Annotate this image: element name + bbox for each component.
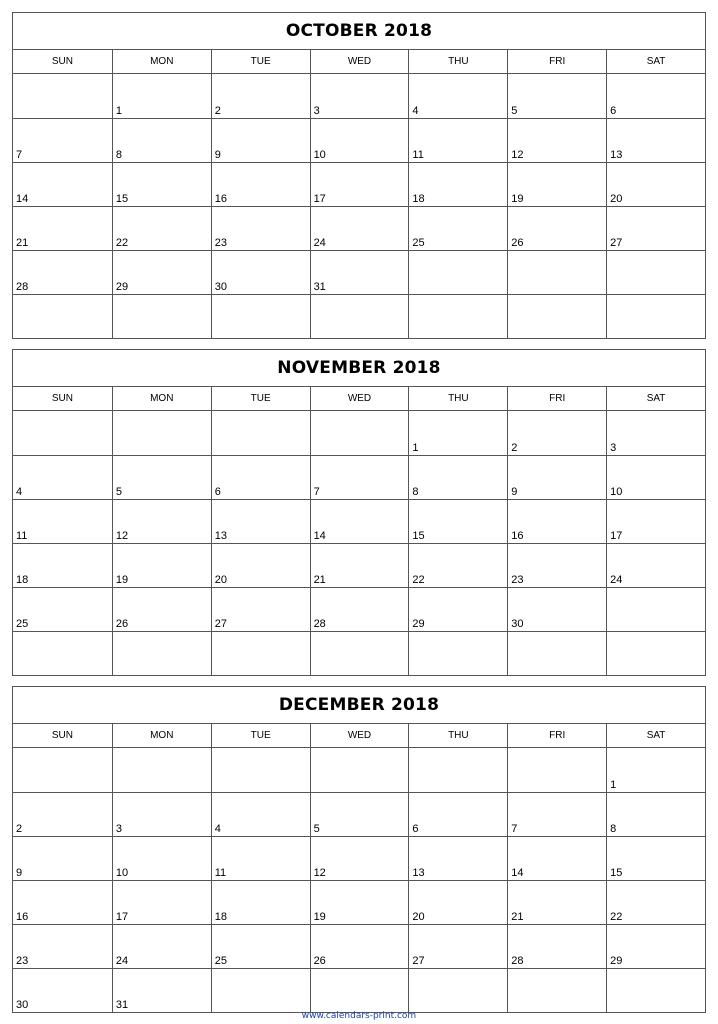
- day-number: 5: [313, 823, 320, 835]
- day-number: 8: [115, 149, 122, 161]
- day-cell: [112, 924, 211, 968]
- day-cell: [112, 206, 211, 250]
- day-number: 14: [16, 193, 29, 205]
- day-number: 11: [16, 530, 28, 542]
- website-link[interactable]: www.calendars-print.com: [301, 1011, 417, 1021]
- day-cell: [211, 294, 310, 338]
- day-number: 16: [511, 530, 524, 542]
- day-cell: [112, 118, 211, 162]
- day-cell: [310, 294, 409, 338]
- day-cell: [310, 880, 409, 924]
- day-cell: [310, 587, 409, 631]
- day-number: 28: [16, 281, 29, 293]
- day-cell: [310, 968, 409, 1012]
- day-cell: [408, 411, 507, 455]
- day-cell: [13, 74, 112, 118]
- day-number: 4: [16, 486, 23, 498]
- day-cell: [112, 74, 211, 118]
- day-cell: [211, 880, 310, 924]
- day-number: 30: [511, 618, 524, 630]
- day-number: 26: [511, 237, 524, 249]
- day-cell: [112, 968, 211, 1012]
- weekday-label: MON: [112, 50, 211, 73]
- day-number: 23: [214, 237, 227, 249]
- day-cell: [507, 250, 606, 294]
- day-number: 9: [16, 867, 23, 879]
- day-number: 4: [412, 105, 419, 117]
- day-cell: [606, 118, 705, 162]
- day-number: 22: [412, 574, 425, 586]
- day-number: 23: [511, 574, 524, 586]
- month-title: OCTOBER 2018: [13, 13, 705, 50]
- day-number: 25: [214, 955, 227, 967]
- day-cell: [211, 162, 310, 206]
- day-number: 29: [115, 281, 129, 293]
- day-cell: [507, 543, 606, 587]
- day-number: 7: [313, 486, 320, 498]
- day-number: 9: [511, 486, 518, 498]
- day-number: 28: [313, 618, 326, 630]
- day-cell: [13, 587, 112, 631]
- weekday-label: MON: [112, 724, 211, 747]
- weekday-header-row: [13, 387, 705, 411]
- day-cell: [13, 455, 112, 499]
- day-cell: [310, 411, 409, 455]
- day-number: 30: [16, 999, 29, 1011]
- date-grid: [13, 748, 705, 1012]
- month-calendar-december: [12, 686, 706, 1013]
- weekday-header-row: [13, 724, 705, 748]
- day-cell: [13, 162, 112, 206]
- day-number: 12: [511, 149, 524, 161]
- day-cell: [112, 250, 211, 294]
- day-number: 31: [115, 999, 129, 1011]
- day-cell: [310, 748, 409, 792]
- day-number: 30: [214, 281, 227, 293]
- day-cell: [211, 455, 310, 499]
- day-number: 14: [511, 867, 524, 879]
- day-cell: [408, 206, 507, 250]
- weekday-label: FRI: [507, 724, 606, 747]
- day-number: 8: [610, 823, 617, 835]
- day-number: 17: [313, 193, 326, 205]
- day-cell: [606, 587, 705, 631]
- day-number: 26: [115, 618, 129, 630]
- weekday-label: THU: [408, 387, 507, 410]
- day-cell: [13, 294, 112, 338]
- day-cell: [211, 118, 310, 162]
- day-number: 12: [115, 530, 129, 542]
- day-number: 15: [412, 530, 425, 542]
- day-cell: [408, 631, 507, 675]
- day-cell: [507, 836, 606, 880]
- day-cell: [310, 250, 409, 294]
- day-cell: [112, 587, 211, 631]
- day-number: 10: [610, 486, 623, 498]
- month-title: NOVEMBER 2018: [13, 350, 705, 387]
- day-cell: [112, 836, 211, 880]
- day-number: 13: [214, 530, 227, 542]
- day-cell: [507, 924, 606, 968]
- day-number: 1: [412, 442, 419, 454]
- day-number: 18: [412, 193, 425, 205]
- day-cell: [408, 924, 507, 968]
- day-cell: [606, 294, 705, 338]
- weekday-label: SAT: [606, 50, 705, 73]
- day-cell: [13, 411, 112, 455]
- day-number: 13: [610, 149, 623, 161]
- day-cell: [606, 748, 705, 792]
- day-cell: [507, 792, 606, 836]
- day-cell: [606, 162, 705, 206]
- day-number: 13: [412, 867, 425, 879]
- day-number: 4: [214, 823, 221, 835]
- day-number: 10: [115, 867, 129, 879]
- day-number: 3: [115, 823, 122, 835]
- day-cell: [606, 924, 705, 968]
- day-cell: [507, 162, 606, 206]
- day-cell: [310, 543, 409, 587]
- day-cell: [408, 748, 507, 792]
- day-number: 17: [610, 530, 623, 542]
- day-cell: [211, 836, 310, 880]
- day-cell: [211, 411, 310, 455]
- day-number: 20: [412, 911, 425, 923]
- day-cell: [211, 924, 310, 968]
- day-cell: [606, 836, 705, 880]
- date-grid: [13, 411, 705, 675]
- day-cell: [408, 543, 507, 587]
- day-number: 1: [610, 779, 617, 791]
- day-cell: [112, 162, 211, 206]
- day-cell: [408, 792, 507, 836]
- day-cell: [606, 968, 705, 1012]
- day-cell: [112, 455, 211, 499]
- day-cell: [211, 74, 310, 118]
- day-number: 22: [610, 911, 623, 923]
- day-cell: [112, 294, 211, 338]
- day-cell: [211, 206, 310, 250]
- day-cell: [310, 206, 409, 250]
- day-cell: [507, 499, 606, 543]
- day-cell: [211, 543, 310, 587]
- day-number: 24: [610, 574, 623, 586]
- day-cell: [408, 499, 507, 543]
- day-cell: [13, 836, 112, 880]
- weekday-label: SAT: [606, 724, 705, 747]
- day-cell: [112, 748, 211, 792]
- day-number: 2: [16, 823, 23, 835]
- day-cell: [507, 748, 606, 792]
- day-number: 20: [214, 574, 227, 586]
- day-cell: [211, 792, 310, 836]
- day-number: 3: [610, 442, 617, 454]
- day-number: 19: [313, 911, 326, 923]
- month-calendar-october: [12, 12, 706, 339]
- day-number: 2: [214, 105, 221, 117]
- day-number: 5: [511, 105, 518, 117]
- day-cell: [13, 499, 112, 543]
- day-number: 21: [16, 237, 29, 249]
- day-number: 18: [214, 911, 227, 923]
- day-cell: [310, 924, 409, 968]
- day-cell: [211, 631, 310, 675]
- day-cell: [211, 250, 310, 294]
- day-cell: [112, 631, 211, 675]
- date-grid: [13, 74, 705, 338]
- weekday-label: SAT: [606, 387, 705, 410]
- day-number: 27: [214, 618, 227, 630]
- day-number: 2: [511, 442, 518, 454]
- day-cell: [13, 748, 112, 792]
- weekday-label: SUN: [51, 393, 73, 404]
- day-number: 11: [214, 867, 227, 879]
- month-calendar-november: [12, 349, 706, 676]
- day-cell: [408, 968, 507, 1012]
- day-cell: [606, 455, 705, 499]
- day-number: 6: [610, 105, 617, 117]
- day-cell: [310, 836, 409, 880]
- day-cell: [310, 631, 409, 675]
- day-cell: [13, 631, 112, 675]
- day-cell: [507, 631, 606, 675]
- day-number: 20: [610, 193, 623, 205]
- day-cell: [310, 118, 409, 162]
- day-cell: [211, 748, 310, 792]
- day-cell: [13, 250, 112, 294]
- day-cell: [606, 631, 705, 675]
- day-number: 16: [214, 193, 227, 205]
- day-cell: [13, 924, 112, 968]
- day-cell: [211, 499, 310, 543]
- day-cell: [507, 968, 606, 1012]
- day-cell: [606, 206, 705, 250]
- weekday-label: FRI: [507, 50, 606, 73]
- day-cell: [310, 499, 409, 543]
- day-number: 7: [16, 149, 23, 161]
- day-cell: [408, 880, 507, 924]
- day-number: 18: [16, 574, 29, 586]
- day-number: 6: [412, 823, 419, 835]
- day-cell: [408, 250, 507, 294]
- weekday-label: SUN: [51, 56, 73, 67]
- day-cell: [606, 74, 705, 118]
- day-cell: [408, 836, 507, 880]
- day-number: 26: [313, 955, 326, 967]
- day-number: 29: [412, 618, 425, 630]
- month-title: DECEMBER 2018: [13, 687, 705, 724]
- day-number: 19: [511, 193, 524, 205]
- day-cell: [507, 455, 606, 499]
- day-cell: [408, 455, 507, 499]
- day-cell: [507, 411, 606, 455]
- day-cell: [606, 792, 705, 836]
- day-cell: [13, 968, 112, 1012]
- day-number: 6: [214, 486, 221, 498]
- day-cell: [112, 411, 211, 455]
- weekday-label: TUE: [211, 724, 310, 747]
- day-number: 31: [313, 281, 326, 293]
- day-cell: [408, 587, 507, 631]
- day-number: 22: [115, 237, 129, 249]
- day-cell: [606, 499, 705, 543]
- day-cell: [408, 74, 507, 118]
- day-cell: [606, 880, 705, 924]
- weekday-label: WED: [310, 50, 409, 73]
- day-cell: [507, 74, 606, 118]
- day-cell: [112, 543, 211, 587]
- day-cell: [408, 162, 507, 206]
- weekday-label: WED: [310, 387, 409, 410]
- day-cell: [408, 294, 507, 338]
- day-number: 15: [610, 867, 623, 879]
- day-number: 11: [412, 149, 424, 161]
- day-number: 25: [16, 618, 29, 630]
- day-cell: [310, 792, 409, 836]
- day-cell: [606, 543, 705, 587]
- day-number: 7: [511, 823, 518, 835]
- weekday-label: SUN: [51, 730, 73, 741]
- weekday-label: WED: [310, 724, 409, 747]
- day-number: 29: [610, 955, 623, 967]
- day-number: 5: [115, 486, 122, 498]
- day-number: 27: [610, 237, 623, 249]
- day-number: 27: [412, 955, 425, 967]
- weekday-label: FRI: [507, 387, 606, 410]
- day-cell: [507, 206, 606, 250]
- day-cell: [408, 118, 507, 162]
- weekday-label: THU: [408, 724, 507, 747]
- day-cell: [211, 968, 310, 1012]
- day-number: 28: [511, 955, 524, 967]
- day-number: 23: [16, 955, 29, 967]
- day-cell: [112, 792, 211, 836]
- day-number: 12: [313, 867, 326, 879]
- day-number: 10: [313, 149, 326, 161]
- weekday-label: TUE: [211, 50, 310, 73]
- weekday-label: MON: [112, 387, 211, 410]
- day-number: 24: [115, 955, 129, 967]
- day-number: 25: [412, 237, 425, 249]
- weekday-header-row: [13, 50, 705, 74]
- day-cell: [310, 162, 409, 206]
- day-cell: [13, 206, 112, 250]
- day-cell: [13, 118, 112, 162]
- day-cell: [507, 587, 606, 631]
- day-cell: [310, 455, 409, 499]
- day-cell: [606, 250, 705, 294]
- day-cell: [507, 880, 606, 924]
- day-number: 8: [412, 486, 419, 498]
- day-cell: [507, 118, 606, 162]
- weekday-label: TUE: [211, 387, 310, 410]
- day-cell: [310, 74, 409, 118]
- day-cell: [112, 880, 211, 924]
- day-number: 21: [511, 911, 524, 923]
- day-number: 17: [115, 911, 129, 923]
- day-cell: [606, 411, 705, 455]
- day-number: 16: [16, 911, 29, 923]
- day-cell: [507, 294, 606, 338]
- day-number: 19: [115, 574, 129, 586]
- day-number: 21: [313, 574, 326, 586]
- day-cell: [13, 543, 112, 587]
- day-number: 14: [313, 530, 326, 542]
- weekday-label: THU: [408, 50, 507, 73]
- day-number: 15: [115, 193, 129, 205]
- day-cell: [112, 499, 211, 543]
- day-number: 9: [214, 149, 221, 161]
- day-number: 3: [313, 105, 320, 117]
- day-number: 24: [313, 237, 326, 249]
- day-cell: [211, 587, 310, 631]
- day-cell: [13, 792, 112, 836]
- day-cell: [13, 880, 112, 924]
- day-number: 1: [115, 105, 122, 117]
